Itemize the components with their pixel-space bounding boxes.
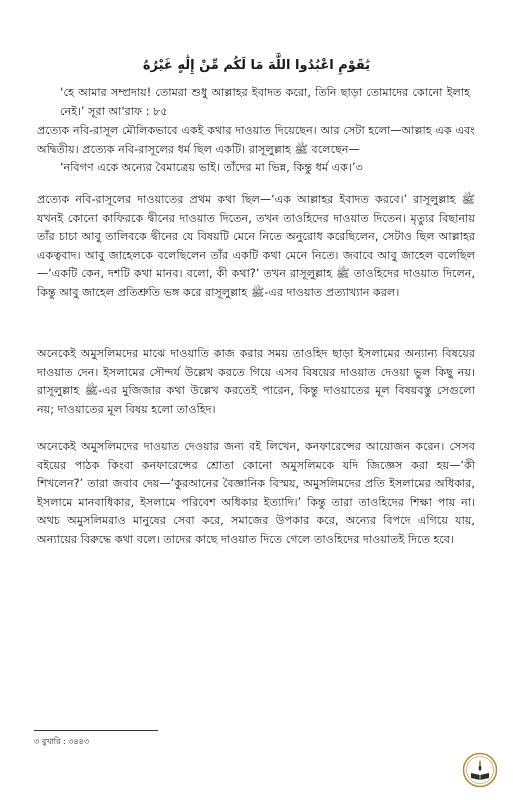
paragraph-4: অনেকেই অমুসলিমদের দাওয়াত দেওয়ার জন্য বই লিখেন, কনফারেন্সের আয়োজন করেন। সেসব বইয়ের পাঠক কিংবা কনফারেন্সের শ্রোতা কোনো অমুসলিমকে যদি জিজ্ঞেস করা হয়—‘কী শিখলেন?’ তারা জবাব দেয়—‘কুরআনের বৈজ্ঞানিক বিস্ময়, অমুসলিমদের প্রতি ইসলামের অধিকার, ইসলামে মানবাধিকার, ইসলামে পরিবেশ অধিকার ইত্যাদি।’ কিন্তু তারা তাওহিদের শিক্ষা পায় না। অথচ অমুসলিমরাও মানুষের সেবা করে, সমাজের উপকার করে, অন্যের বিপদে এগিয়ে যায়, অন্যায়ের বিরুদ্ধে কথা বলে। তাদের কাছে দাওয়াত দিতে গেলে তাওহিদের দাওয়াতই দিতে হবে। [37,440,476,546]
footnote: ৩ বুখারি : ৩৪৪৩ [34,737,90,746]
verse-translation-quote: ‘হে আমার সম্প্রদায়! তোমরা শুধু আল্লাহর ইবাদত করো, তিনি ছাড়া তোমাদের কোনো ইলাহ নেই।’ সূরা আ'রাফ : ৮৫ [60,86,470,118]
footnote-divider [34,730,158,731]
paragraph-1: প্রত্যেক নবি-রাসূল মৌলিকভাবে একই কথার দাওয়াত দিয়েছেন। আর সেটা হলো—আল্লাহ এক এবং অদ্বিতীয়। প্রত্যেক নবি-রাসূলের ধর্ম ছিল একটি। রাসূলুল্লাহ ﷺ বলেছেন— [37,124,475,156]
paragraph-3: অনেকেই অমুসলিমদের মাঝে দাওয়াতি কাজ করার সময় তাওহিদ ছাড়া ইসলামের অন্যান্য বিষয়ের দাওয়াত দেন। ইসলামের সৌন্দর্য উল্লেখ করতে গিয়ে এসব বিষয়ের দাওয়াত দেওয়া ভুল কিছু নয়। রাসূলুল্লাহ ﷺ-এর মুজিজার কথা উল্লেখ করতেই পারেন, কিন্তু দাওয়াতের মূল বিষয়বস্তু সেগুলো নয়; দাওয়াতের মূল বিষয় হলো তাওহিদ। [37,347,475,416]
paragraph-2: প্রত্যেক নবি-রাসূলের দাওয়াতের প্রথম কথা ছিল—‘এক আল্লাহর ইবাদত করবে।’ রাসূলুল্লাহ ﷺ যখনই কোনো কাফিরকে দ্বীনের দাওয়াত দিতেন, তখন তাওহিদের দাওয়াত দিতেন। মৃত্যুর বিছানায় তাঁর চাচা আবু তালিবকে দ্বীনের যে বিষয়টি মেনে নিতে অনুরোধ করেছিলেন, সেটাও ছিল আল্লাহর একত্ববাদ। আবু জাহেলকে বলেছিলেন তাঁর একটি কথা মেনে নিতে। জবাবে আবু জাহেল বলেছিল—‘একটি কেন, দশটি কথা মানব। বলো, কী কথা?’ তখন রাসূলুল্লাহ ﷺ তাওহিদের দাওয়াত দিলেন, কিন্তু আবু জাহেল প্রতিশ্রুতি ভঙ্গ করে রাসূলুল্লাহ ﷺ-এর দাওয়াত প্রত্যাখ্যান করল। [37,193,476,299]
arabic-verse: يَٰقَوْمِ اعْبُدُوا اللَّهَ مَا لَكُم مِّنْ إِلَٰهٍ غَيْرُهُ [142,58,371,73]
hadith-quote: ‘নবিগণ একে অন্যের বৈমাত্রেয় ভাই। তাঁদের মা ভিন্ন, কিন্তু ধর্ম এক।’৩ [60,161,363,174]
book-lamp-emblem-icon [462,752,498,788]
